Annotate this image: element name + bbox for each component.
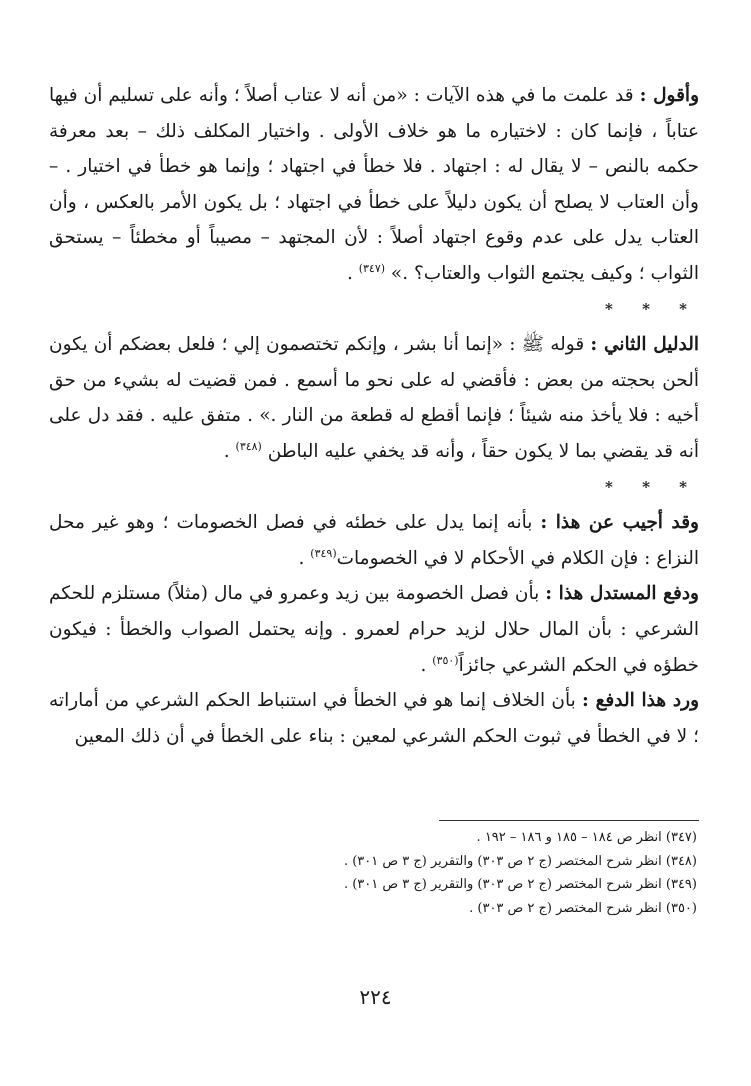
- footnote-ref: (٣٤٨): [235, 439, 262, 453]
- footnote-348: (٣٤٨) انظر شرح المختصر (ج ٢ ص ٣٠٣) والتقرير (ج ٣ ص ٣٠١) .: [343, 853, 697, 869]
- paragraph-lead: وقد أجيب عن هذا :: [540, 512, 699, 534]
- paragraph-tail: .: [223, 440, 236, 462]
- paragraph-text: قد علمت ما في هذه الآيات : «من أنه لا عتاب أصلاً ؛ وأنه على تسليم أن فيها عتاباً ، فإنما كان : لاختياره ما هو خلاف الأولى . واختيار المكلف ذلك – بعد معرفة حكمه بالنص – لا يقال له : اجتهاد . فلا خطأ في اجتهاد ؛ وإنما هو خطأ في اختيار . – وأن العتاب لا يصلح أن يكون دليلاً على خطأ في اجتهاد ؛ بل يكون الأمر بالعكس ، وأن العتاب يدل على عدم وقوع اجتهاد أصلاً : لأن المجتهد – مصيباً أو مخطئاً – يستحق الثواب ؛ وكيف يجتمع الثواب والعتاب؟ .»: [49, 85, 699, 284]
- section-separator: * * *: [605, 477, 699, 496]
- footnote-347: (٣٤٧) انظر ص ١٨٤ – ١٨٥ و ١٨٦ – ١٩٢ .: [476, 830, 697, 845]
- paragraph-second-proof: [49, 327, 699, 469]
- paragraph-tail: .: [298, 547, 311, 569]
- paragraph-text: بأن فصل الخصومة بين زيد وعمرو في مال (مثلاً) مستلزم للحكم الشرعي : بأن المال حلال لزيد حرام لعمرو . وإنه يحتمل الصواب والخطأ : فيكون خطؤه في الحكم الشرعي جائزاً: [49, 583, 699, 676]
- paragraph-reply: [49, 505, 699, 576]
- footnotes: [97, 826, 697, 920]
- footnote-ref: (٣٤٧): [358, 261, 386, 275]
- footnote-divider: [439, 820, 699, 821]
- paragraph-rebuttal: [49, 576, 699, 683]
- paragraph-tail: .: [346, 262, 359, 284]
- footnote-350: (٣٥٠) انظر شرح المختصر (ج ٢ ص ٣٠٣) .: [469, 900, 697, 916]
- paragraph-lead: الدليل الثاني :: [590, 334, 700, 356]
- main-text: [49, 78, 699, 754]
- paragraph-lead: ودفع المستدل هذا :: [545, 583, 699, 605]
- paragraph-lead: وأقول :: [639, 85, 700, 106]
- paragraph-text: قوله ﷺ : «إنما أنا بشر ، وإنكم تختصمون إلي ؛ فلعل بعضكم أن يكون ألحن بحجته من بعض : فأقضي له على نحو ما أسمع . فمن قضيت له بشيء من حق أخيه : فلا يأخذ منه شيئاً ؛ فإنما أقطع له قطعة من النار .» . متفق عليه . فقد دل على أنه قد يقضي بما لا يكون حقاً ، وأنه قد يخفي عليه الباطن: [49, 334, 699, 462]
- footnote-ref: (٣٥٠): [432, 653, 459, 667]
- page-number: ٢٢٤: [359, 985, 392, 1009]
- paragraph-counter-rebuttal: [49, 683, 699, 754]
- paragraph-tail: .: [420, 654, 433, 676]
- paragraph-text: بأن الخلاف إنما هو في الخطأ في استنباط الحكم الشرعي من أماراته ؛ لا في الخطأ في ثبوت الحكم الشرعي لمعين : بناء على الخطأ في أن ذلك المعين: [49, 690, 699, 747]
- paragraph-lead: ورد هذا الدفع :: [581, 690, 699, 712]
- footnote-349: (٣٤٩) انظر شرح المختصر (ج ٢ ص ٣٠٣) والتقرير (ج ٣ ص ٣٠١) .: [343, 877, 697, 892]
- paragraph-text: بأنه إنما يدل على خطئه في فصل الخصومات ؛ وهو غير محل النزاع : فإن الكلام في الأحكام لا في الخصومات: [49, 512, 699, 569]
- section-separator: * * *: [605, 299, 699, 318]
- paragraph-aqul: [49, 78, 699, 292]
- footnote-ref: (٣٤٩): [310, 546, 337, 560]
